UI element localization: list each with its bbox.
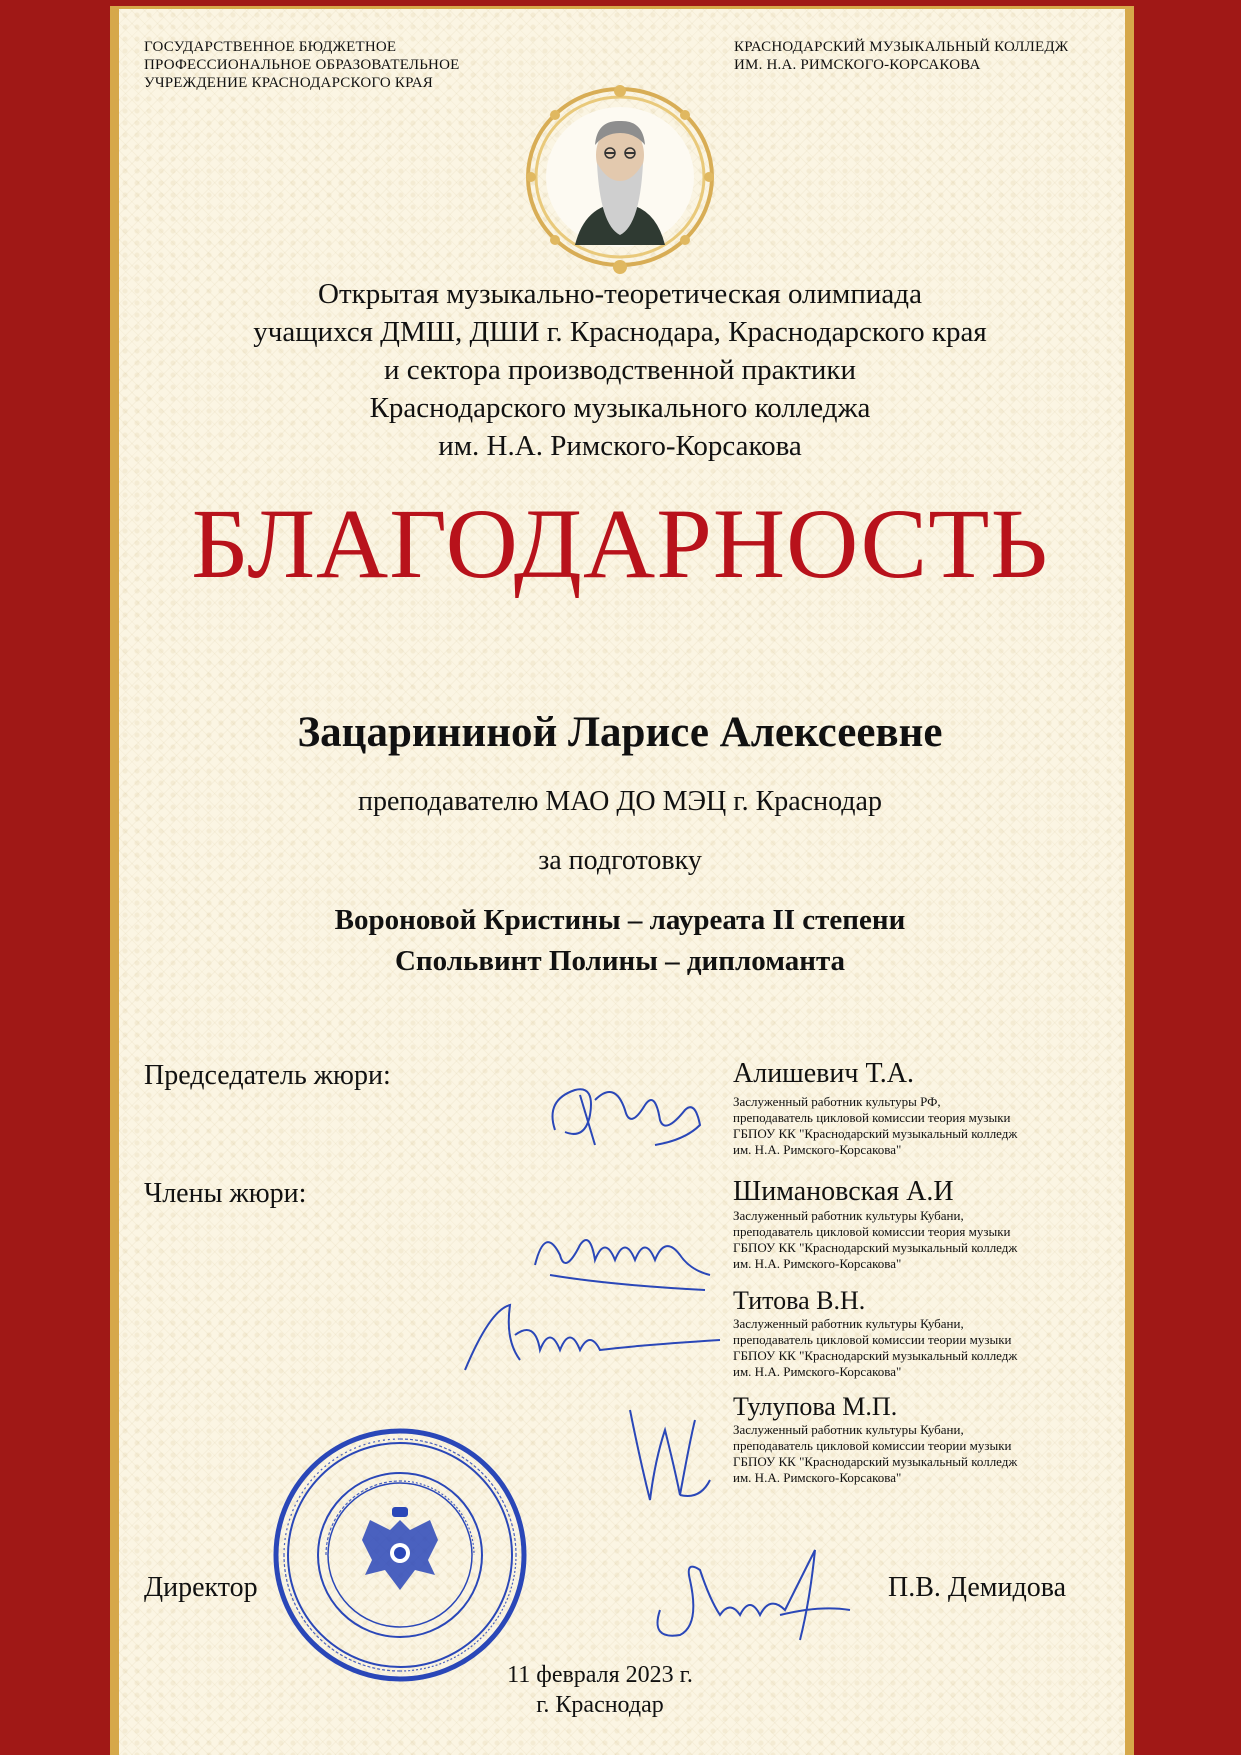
jury-chair-name: Алишевич Т.А. [733,1058,914,1089]
header-right-line: ИМ. Н.А. РИМСКОГО-КОРСАКОВА [734,57,981,73]
jury-desc-line: Заслуженный работник культуры РФ, [733,1094,941,1109]
jury-desc-line: ГБПОУ КК "Краснодарский музыкальный колледж [733,1240,1018,1255]
student-line: Вороновой Кристины – лауреата II степени [334,904,906,936]
signature-chair [535,1070,715,1160]
signature-director [640,1540,860,1660]
jury-member [733,1286,1017,1380]
jury-desc-line: преподаватель цикловой комиссии теории музыки [733,1438,1012,1453]
footer-date: 11 февраля 2023 г. [507,1662,693,1688]
recipient-reason: за подготовку [538,845,702,876]
jury-chair-desc [733,1094,1017,1158]
jury-desc-line: Заслуженный работник культуры Кубани, [733,1316,964,1331]
header-left-line: ГОСУДАРСТВЕННОЕ БЮДЖЕТНОЕ [144,39,397,55]
portrait-medallion [515,85,725,280]
header-right [734,38,1068,74]
header-right-line: КРАСНОДАРСКИЙ МУЗЫКАЛЬНЫЙ КОЛЛЕДЖ [734,39,1069,55]
jury-desc-line: им. Н.А. Римского-Корсакова" [733,1470,902,1485]
jury-member-name: Тулупова М.П. [733,1392,898,1421]
official-seal [270,1425,530,1685]
jury-desc-line: ГБПОУ КК "Краснодарский музыкальный колледж [733,1348,1018,1363]
jury-member [733,1392,1017,1486]
event-line: и сектора производственной практики [383,354,857,386]
eagle-emblem-icon [362,1507,438,1590]
jury-chair-label: Председатель жюри: [144,1060,391,1091]
jury-desc-line: им. Н.А. Римского-Корсакова" [733,1142,902,1157]
jury-member-desc [733,1422,1017,1486]
footer [400,1660,800,1720]
header-left-line: ПРОФЕССИОНАЛЬНОЕ ОБРАЗОВАТЕЛЬНОЕ [144,57,460,73]
document-title: БЛАГОДАРНОСТЬ [191,488,1049,599]
jury-member-desc [733,1316,1017,1380]
header-left-line: УЧРЕЖДЕНИЕ КРАСНОДАРСКОГО КРАЯ [144,75,433,91]
jury-member-name: Титова В.Н. [733,1286,866,1315]
event-line: им. Н.А. Римского-Корсакова [438,430,802,462]
jury-member [733,1176,1017,1272]
event-line: учащихся ДМШ, ДШИ г. Краснодара, Краснодарского края [253,316,987,348]
student-line: Спольвинт Полины – дипломанта [394,945,846,977]
event-line: Открытая музыкально-теоретическая олимпиада [318,278,922,310]
header-left [144,38,459,92]
event-line: Краснодарского музыкального колледжа [369,392,871,424]
jury-member-desc [733,1208,1017,1272]
jury-desc-line: им. Н.А. Римского-Корсакова" [733,1256,902,1271]
jury-desc-line: преподаватель цикловой комиссии теория музыки [733,1224,1011,1239]
jury-desc-line: Заслуженный работник культуры Кубани, [733,1422,964,1437]
recipient-name: Зацарининой Ларисе Алексеевне [297,709,943,756]
jury-desc-line: преподаватель цикловой комиссии теория музыки [733,1110,1011,1125]
jury-desc-line: ГБПОУ КК "Краснодарский музыкальный колледж [733,1454,1018,1469]
jury-desc-line: Заслуженный работник культуры Кубани, [733,1208,964,1223]
jury-desc-line: им. Н.А. Римского-Корсакова" [733,1364,902,1379]
event-description [180,275,1060,465]
jury-chair [733,1058,1017,1158]
jury-members-label: Члены жюри: [144,1178,307,1209]
students-list [150,900,1090,982]
jury-member-name: Шимановская А.И [733,1176,954,1207]
footer-city: г. Краснодар [536,1692,664,1718]
jury-desc-line: преподаватель цикловой комиссии теории музыки [733,1332,1012,1347]
signature-member-1 [520,1215,720,1295]
signature-member-3 [620,1400,720,1510]
director-name: П.В. Демидова [888,1572,1066,1603]
signature-member-2 [460,1290,730,1380]
jury-desc-line: ГБПОУ КК "Краснодарский музыкальный колледж [733,1126,1018,1141]
director-label: Директор [144,1572,258,1603]
recipient-position: преподавателю МАО ДО МЭЦ г. Краснодар [358,786,882,817]
